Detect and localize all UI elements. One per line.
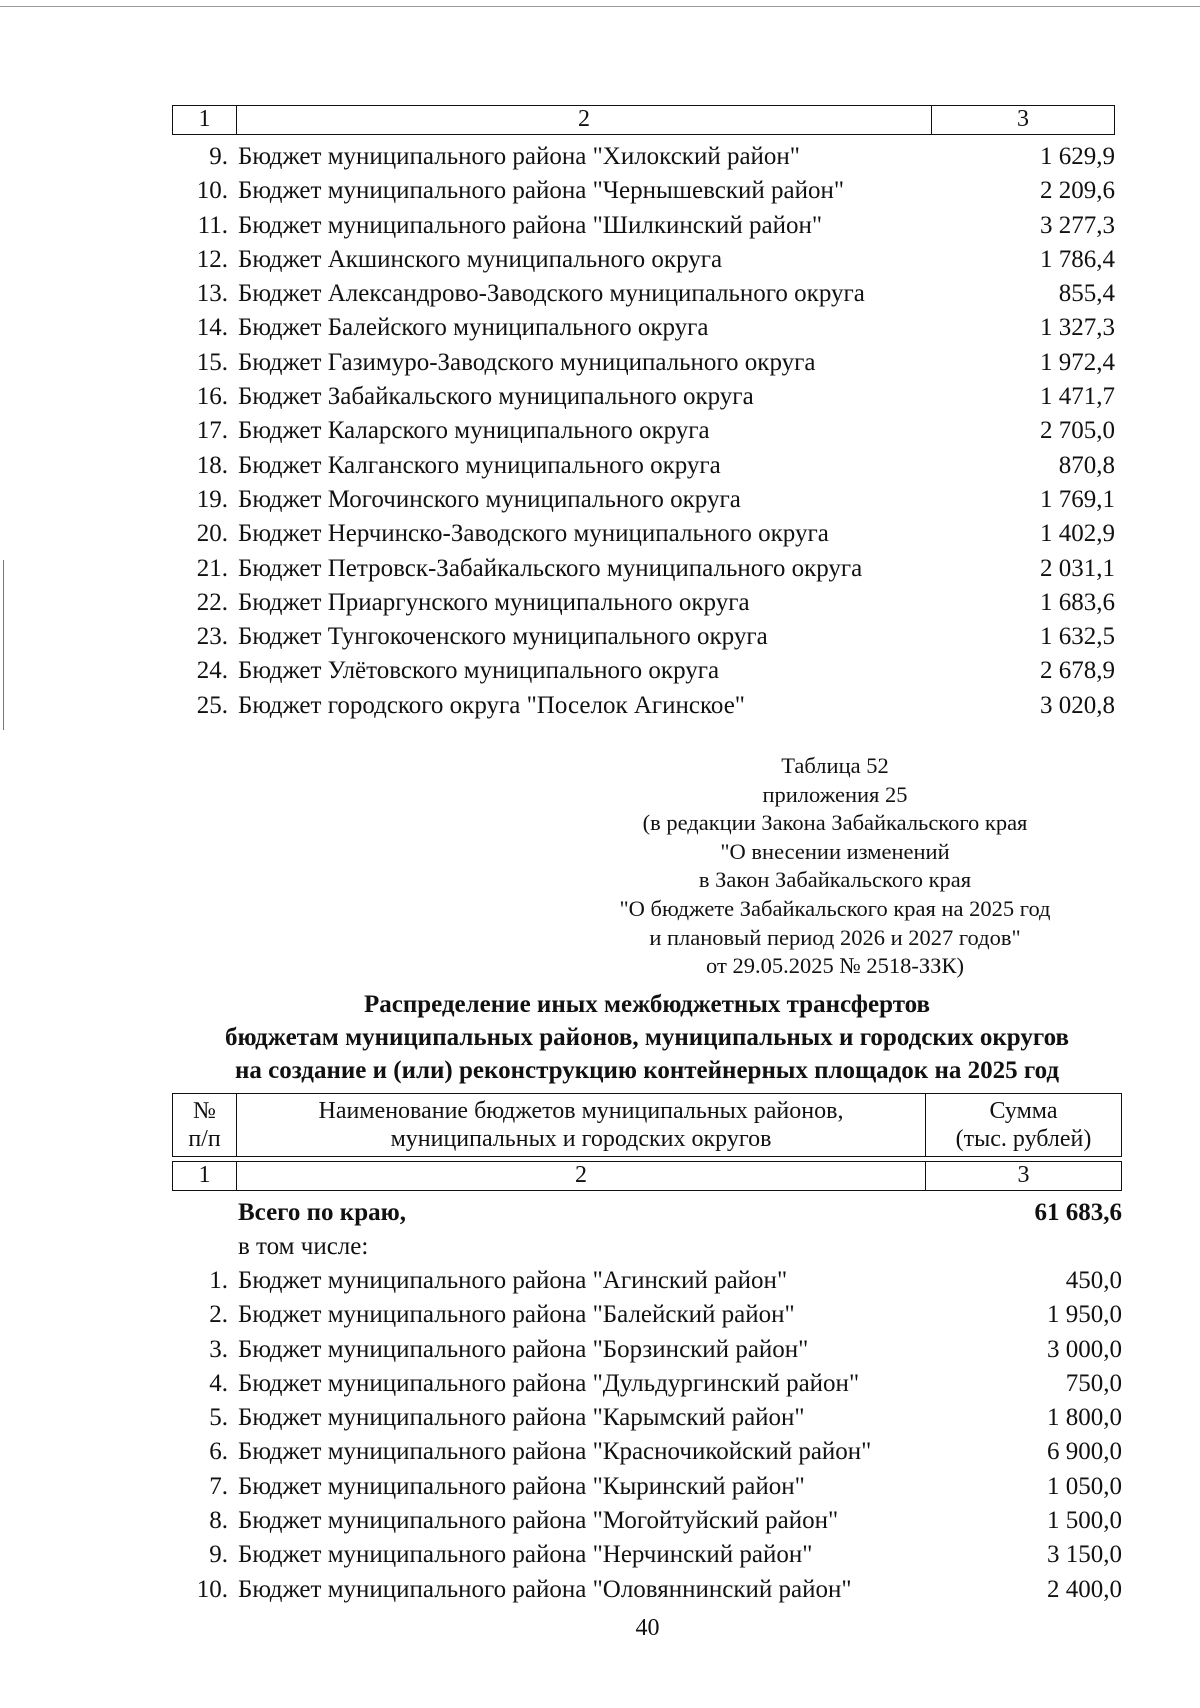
row-sum: 2 031,1 [1040,554,1115,582]
table-row [172,1333,1122,1367]
row-number: 19. [196,485,228,513]
row-sum: 855,4 [1058,280,1115,308]
table-header [172,1093,1122,1157]
row-name: Бюджет Забайкальского муниципального округа [238,383,754,411]
table-row [172,174,1115,208]
header-name-line1: Наименование бюджетов муниципальных районов, [318,1098,844,1124]
table-row [172,380,1115,414]
row-sum: 1 050,0 [1047,1472,1122,1500]
row-number: 23. [196,623,228,651]
table-row [172,620,1115,654]
row-sum: 1 683,6 [1040,588,1115,616]
row-number: 10. [196,177,228,205]
caption-line: в Закон Забайкальского края [698,867,972,893]
table-row [172,1435,1122,1469]
row-number: 2. [209,1301,228,1329]
continued-table-body [172,140,1115,723]
row-name: Бюджет Газимуро-Заводского муниципального округа [238,348,816,376]
table-row [172,346,1115,380]
table-row [172,1264,1122,1298]
header-num [173,1094,237,1156]
row-sum: 1 972,4 [1040,348,1115,376]
row-name: Бюджет муниципального района "Нерчинский район" [238,1541,813,1569]
column-number-1: 1 [173,106,237,134]
table-row [172,1573,1122,1607]
header-name-line2: муниципальных и городских округов [390,1126,772,1152]
row-number: 1. [209,1267,228,1294]
row-number: 16. [196,383,228,411]
table-row [172,414,1115,448]
row-name: Бюджет муниципального района "Агинский район" [238,1267,788,1294]
title-line: бюджетам муниципальных районов, муниципальных и городских округов [224,1024,1069,1051]
row-name: Бюджет Нерчинско-Заводского муниципального округа [238,520,829,548]
total-label: Всего по краю, [238,1199,406,1226]
row-number: 4. [209,1369,228,1397]
row-name: Бюджет Калганского муниципального округа [238,451,721,479]
row-number: 6. [209,1438,228,1466]
row-number: 21. [196,554,228,582]
header-num-line1: № [193,1098,216,1124]
header-num-line2: п/п [188,1126,221,1152]
table-row [172,1504,1122,1538]
row-name: Бюджет муниципального района "Карымский район" [238,1404,805,1432]
row-sum: 3 000,0 [1047,1335,1122,1363]
caption-line: "О бюджете Забайкальского края на 2025 год [619,895,1051,921]
new-table-body [172,1264,1122,1607]
row-number: 8. [209,1507,228,1535]
header-name [237,1094,926,1156]
row-sum: 1 500,0 [1047,1507,1122,1535]
table-row [172,483,1115,517]
row-name: Бюджет муниципального района "Кыринский район" [238,1472,805,1500]
row-sum: 1 629,9 [1040,143,1115,170]
row-sum: 6 900,0 [1047,1438,1122,1466]
page-number: 40 [635,1615,660,1641]
row-sum: 1 402,9 [1040,520,1115,548]
row-number: 11. [197,211,228,239]
row-number: 7. [209,1472,228,1500]
caption-line: от 29.05.2025 № 2518-ЗЗК) [706,953,964,979]
column-number-row-2 [172,1161,1122,1191]
table-caption [585,752,1085,981]
column-number-3: 3 [1017,106,1029,132]
row-name: Бюджет Приаргунского муниципального округа [238,588,750,616]
row-name: Бюджет муниципального района "Шилкинский район" [238,211,823,239]
table-row [172,654,1115,688]
caption-line: и плановый период 2026 и 2027 годов" [649,924,1021,950]
title-line: Распределение иных межбюджетных трансфертов [363,991,931,1018]
row-name: Бюджет Акшинского муниципального округа [238,245,723,273]
row-sum: 2 209,6 [1040,177,1115,205]
row-sum: 870,8 [1058,451,1115,479]
row-sum: 1 769,1 [1040,485,1115,513]
row-name: Бюджет муниципального района "Балейский район" [238,1301,795,1329]
row-sum: 3 020,8 [1040,691,1115,719]
row-number: 18. [196,451,228,479]
table-row [172,1367,1122,1401]
row-number: 24. [196,657,228,685]
column-number-row [172,105,1115,135]
row-name: Бюджет муниципального района "Чернышевский район" [238,177,845,205]
row-sum: 3 277,3 [1040,211,1115,239]
title-line: на создание и (или) реконструкцию контейнерных площадок на 2025 год [234,1057,1060,1084]
table-row [172,552,1115,586]
row-sum: 450,0 [1065,1267,1122,1294]
row-number: 9. [209,1541,228,1569]
row-name: Бюджет Балейского муниципального округа [238,314,709,342]
table-row [172,311,1115,345]
table-row [172,1298,1122,1332]
total-value: 61 683,6 [1034,1199,1122,1226]
row-number: 14. [196,314,228,342]
row-name: Бюджет муниципального района "Могойтуйский район" [238,1507,839,1535]
row-name: Бюджет Каларского муниципального округа [238,417,710,445]
row-number: 25. [196,691,228,719]
row-name: Бюджет муниципального района "Оловяннинский район" [238,1575,852,1603]
header-sum-line1: Сумма [989,1098,1058,1124]
row-sum: 1 327,3 [1040,314,1115,342]
row-sum: 1 471,7 [1040,383,1115,411]
row-sum: 1 800,0 [1047,1404,1122,1432]
subtotal-label: в том числе: [238,1233,369,1260]
row-number: 17. [196,417,228,445]
table-row [172,140,1115,174]
row-name: Бюджет Александрово-Заводского муниципального округа [238,280,865,308]
table-row [172,689,1115,723]
table-row [172,1401,1122,1435]
caption-line: приложения 25 [762,781,908,807]
row-name: Бюджет Могочинского муниципального округа [238,485,741,513]
row-sum: 750,0 [1065,1369,1122,1397]
row-name: Бюджет муниципального района "Красночикойский район" [238,1438,872,1466]
row-name: Бюджет Петровск-Забайкальского муниципального округа [238,554,863,582]
row-number: 20. [196,520,228,548]
row-sum: 1 632,5 [1040,623,1115,651]
header-sum-line2: (тыс. рублей) [955,1126,1092,1152]
row-name: Бюджет Тунгокоченского муниципального округа [238,623,768,651]
row-sum: 3 150,0 [1047,1541,1122,1569]
row-number: 22. [196,588,228,616]
row-sum: 2 400,0 [1047,1575,1122,1603]
scan-edge-left [3,560,4,730]
row-name: Бюджет городского округа "Поселок Агинское" [238,691,745,719]
table-row [172,1470,1122,1504]
row-number: 9. [209,143,228,170]
column-number-2b: 2 [237,1162,926,1190]
row-name: Бюджет муниципального района "Дульдургинский район" [238,1369,860,1397]
column-number-2: 2 [237,106,932,134]
table-row [172,1538,1122,1572]
table-row [172,209,1115,243]
header-sum [926,1094,1121,1156]
table-row [172,243,1115,277]
caption-line: "О внесении изменений [720,838,950,864]
row-number: 13. [196,280,228,308]
caption-line: (в редакции Закона Забайкальского края [642,810,1028,836]
table-row [172,517,1115,551]
row-number: 10. [196,1575,228,1603]
table-row [172,277,1115,311]
row-number: 15. [196,348,228,376]
row-sum: 2 705,0 [1040,417,1115,445]
row-name: Бюджет муниципального района "Борзинский район" [238,1335,809,1363]
column-number-3b: 3 [1017,1162,1030,1188]
row-sum: 1 950,0 [1047,1301,1122,1329]
row-number: 5. [209,1404,228,1432]
row-name: Бюджет муниципального района "Хилокский район" [238,143,801,170]
row-number: 12. [196,245,228,273]
caption-line: Таблица 52 [781,753,889,778]
table-row [172,586,1115,620]
row-name: Бюджет Улётовского муниципального округа [238,657,720,685]
row-sum: 1 786,4 [1040,245,1115,273]
column-number-1b: 1 [173,1162,237,1190]
row-sum: 2 678,9 [1040,657,1115,685]
row-number: 3. [209,1335,228,1363]
scan-edge-top [0,0,1200,7]
table-row [172,449,1115,483]
table-title [172,988,1122,1087]
